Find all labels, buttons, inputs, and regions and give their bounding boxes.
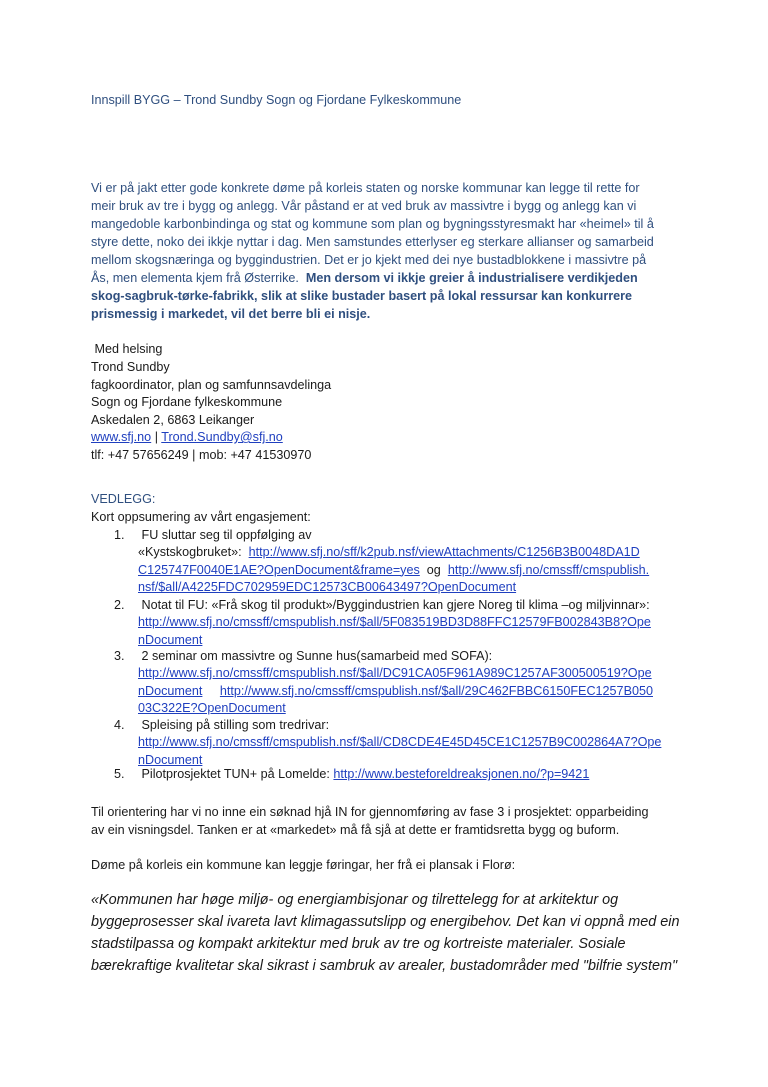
attachment-number: 5. [114,767,125,781]
intro-line: styre dette, noko dei ikkje nyttar i dag. Men samstundes etterlyser eg sterkare allianser og samarbeid [91,235,654,249]
email-link[interactable]: Trond.Sundby@sfj.no [161,430,283,444]
attachment-line [138,648,492,666]
attachment-link[interactable]: http://www.sfj.no/sff/k2pub.nsf/viewAttachments/C1256B3B0048DA1D [248,545,640,560]
signature-name: Trond Sundby [91,360,170,374]
quote-line: byggeprosesser skal ivareta lavt klimagassutslipp og energibehov. Det kan vi oppnå med ein [91,914,680,930]
attachment-link[interactable]: nsf/$all/A4225FDC702959EDC12573CB00643497?OpenDocument [138,579,517,594]
intro-normal-text: Ås, men elementa kjem frå Østerrike. [91,271,299,285]
intro-line: Vi er på jakt etter gode konkrete døme på korleis staten og norske kommunar kan legge til rette for [91,181,640,195]
attachment-line [138,597,650,615]
attachment-number: 1. [114,528,125,542]
attachment-line [138,766,589,784]
attachment-number: 4. [114,718,125,732]
attachment-text: «Kystskogbruket»: [138,545,249,560]
intro-line: mangedoble karbonbindinga og stat og kommune som plan og bygningsstyresmakt har «heimel» til å [91,217,654,231]
attachment-link[interactable]: http://www.sfj.no/cmssff/cmspublish.nsf/$all/29C462FBBC6150FEC1257B050 [219,683,653,698]
attachment-line [138,632,202,650]
signature-address: Askedalen 2, 6863 Leikanger [91,413,255,427]
intro-bold-text: Men dersom vi ikkje greier å industrialisere verdikjeden [305,271,638,285]
attachment-number: 3. [114,649,125,663]
attachment-text: Spleising på stilling som tredrivar: [138,718,330,732]
attachment-link[interactable]: http://www.sfj.no/cmssff/cmspublish.nsf/$all/5F083519BD3D88FFC12579FB002843B8?Ope [138,615,651,630]
attachment-text [202,684,220,698]
attachment-line [138,700,286,718]
attachment-link[interactable]: http://www.sfj.no/cmssff/cmspublish. [447,562,650,577]
attachment-text: 2 seminar om massivtre og Sunne hus(samarbeid med SOFA): [138,649,493,663]
quote-line: «Kommunen har høge miljø- og energiambisjonar og tilrettelegg for at arkitektur og [91,892,619,908]
attachment-text: og [419,562,448,577]
attachments-heading: VEDLEGG: [91,492,156,506]
attachment-line [138,665,652,683]
attachment-text: FU sluttar seg til oppfølging av [138,528,312,542]
intro-bold-line: prismessig i markedet, vil det berre bli ei nisje. [91,307,371,321]
attachment-link[interactable]: C125747F0040E1AE?OpenDocument&frame=yes [138,562,420,577]
attachment-line [138,734,661,752]
signature-role: fagkoordinator, plan og samfunnsavdelinga [91,378,332,392]
attachment-line [138,527,312,545]
attachment-line [138,562,649,580]
intro-line: meir bruk av tre i bygg og anlegg. Vår påstand er at ved bruk av massivtre i bygg og anlegg kan vi [91,199,637,213]
attachment-number: 2. [114,598,125,612]
intro-bold-line: skog-sagbruk-tørke-fabrikk, slik at slike bustader basert på lokal ressursar kan konkurrere [91,289,633,303]
example-intro: Døme på korleis ein kommune kan leggje føringar, her frå ei plansak i Florø: [91,858,516,872]
attachment-link[interactable]: http://www.besteforeldreaksjonen.no/?p=9421 [333,767,590,781]
intro-line: mellom skogsnæringa og byggindustrien. Det er jo kjekt med dei nye bustadblokkene i massivtre på [91,253,647,267]
attachments-intro: Kort oppsumering av vårt engasjement: [91,510,311,524]
document-title: Innspill BYGG – Trond Sundby Sogn og Fjordane Fylkeskommune [91,93,462,107]
attachment-link[interactable]: 03C322E?OpenDocument [138,700,286,715]
quote-line: stadstilpassa og kompakt arkitektur med bruk av tre og kortreiste materialer. Sosiale [91,936,626,952]
attachment-line [138,614,651,632]
link-separator: | [151,430,162,444]
attachment-line [138,683,653,701]
signature-phone: tlf: +47 57656249 | mob: +47 41530970 [91,448,312,462]
attachment-text: Pilotprosjektet TUN+ på Lomelde: [138,767,334,781]
attachment-link[interactable]: nDocument [138,683,203,698]
attachment-link[interactable]: nDocument [138,752,203,767]
orientation-line: av ein visningsdel. Tanken er at «markedet» må få sjå at dette er framtidsretta bygg og buform. [91,823,620,837]
orientation-line: Til orientering har vi no inne ein søknad hjå IN for gjennomføring av fase 3 i prosjektet: opparbeiding [91,805,649,819]
website-link[interactable]: www.sfj.no [91,430,152,444]
quote-line: bærekraftige kvalitetar skal sikrast i sambruk av arealer, bustadområder med "bilfrie system" [91,958,678,974]
attachment-link[interactable]: http://www.sfj.no/cmssff/cmspublish.nsf/$all/CD8CDE4E45D45CE1C1257B9C002864A7?Ope [138,735,662,750]
signature-greeting: Med helsing [91,342,163,356]
attachment-line [138,717,329,735]
attachment-link[interactable]: http://www.sfj.no/cmssff/cmspublish.nsf/$all/DC91CA05F961A989C1257AF300500519?Ope [138,666,652,681]
attachment-text: Notat til FU: «Frå skog til produkt»/Byggindustrien kan gjere Noreg til klima –og miljvinnar»: [138,598,650,612]
signature-org: Sogn og Fjordane fylkeskommune [91,395,283,409]
intro-line-mixed [91,270,638,288]
attachment-link[interactable]: nDocument [138,632,203,647]
attachment-line [138,544,640,562]
signature-links [91,429,283,447]
attachment-line [138,579,516,597]
